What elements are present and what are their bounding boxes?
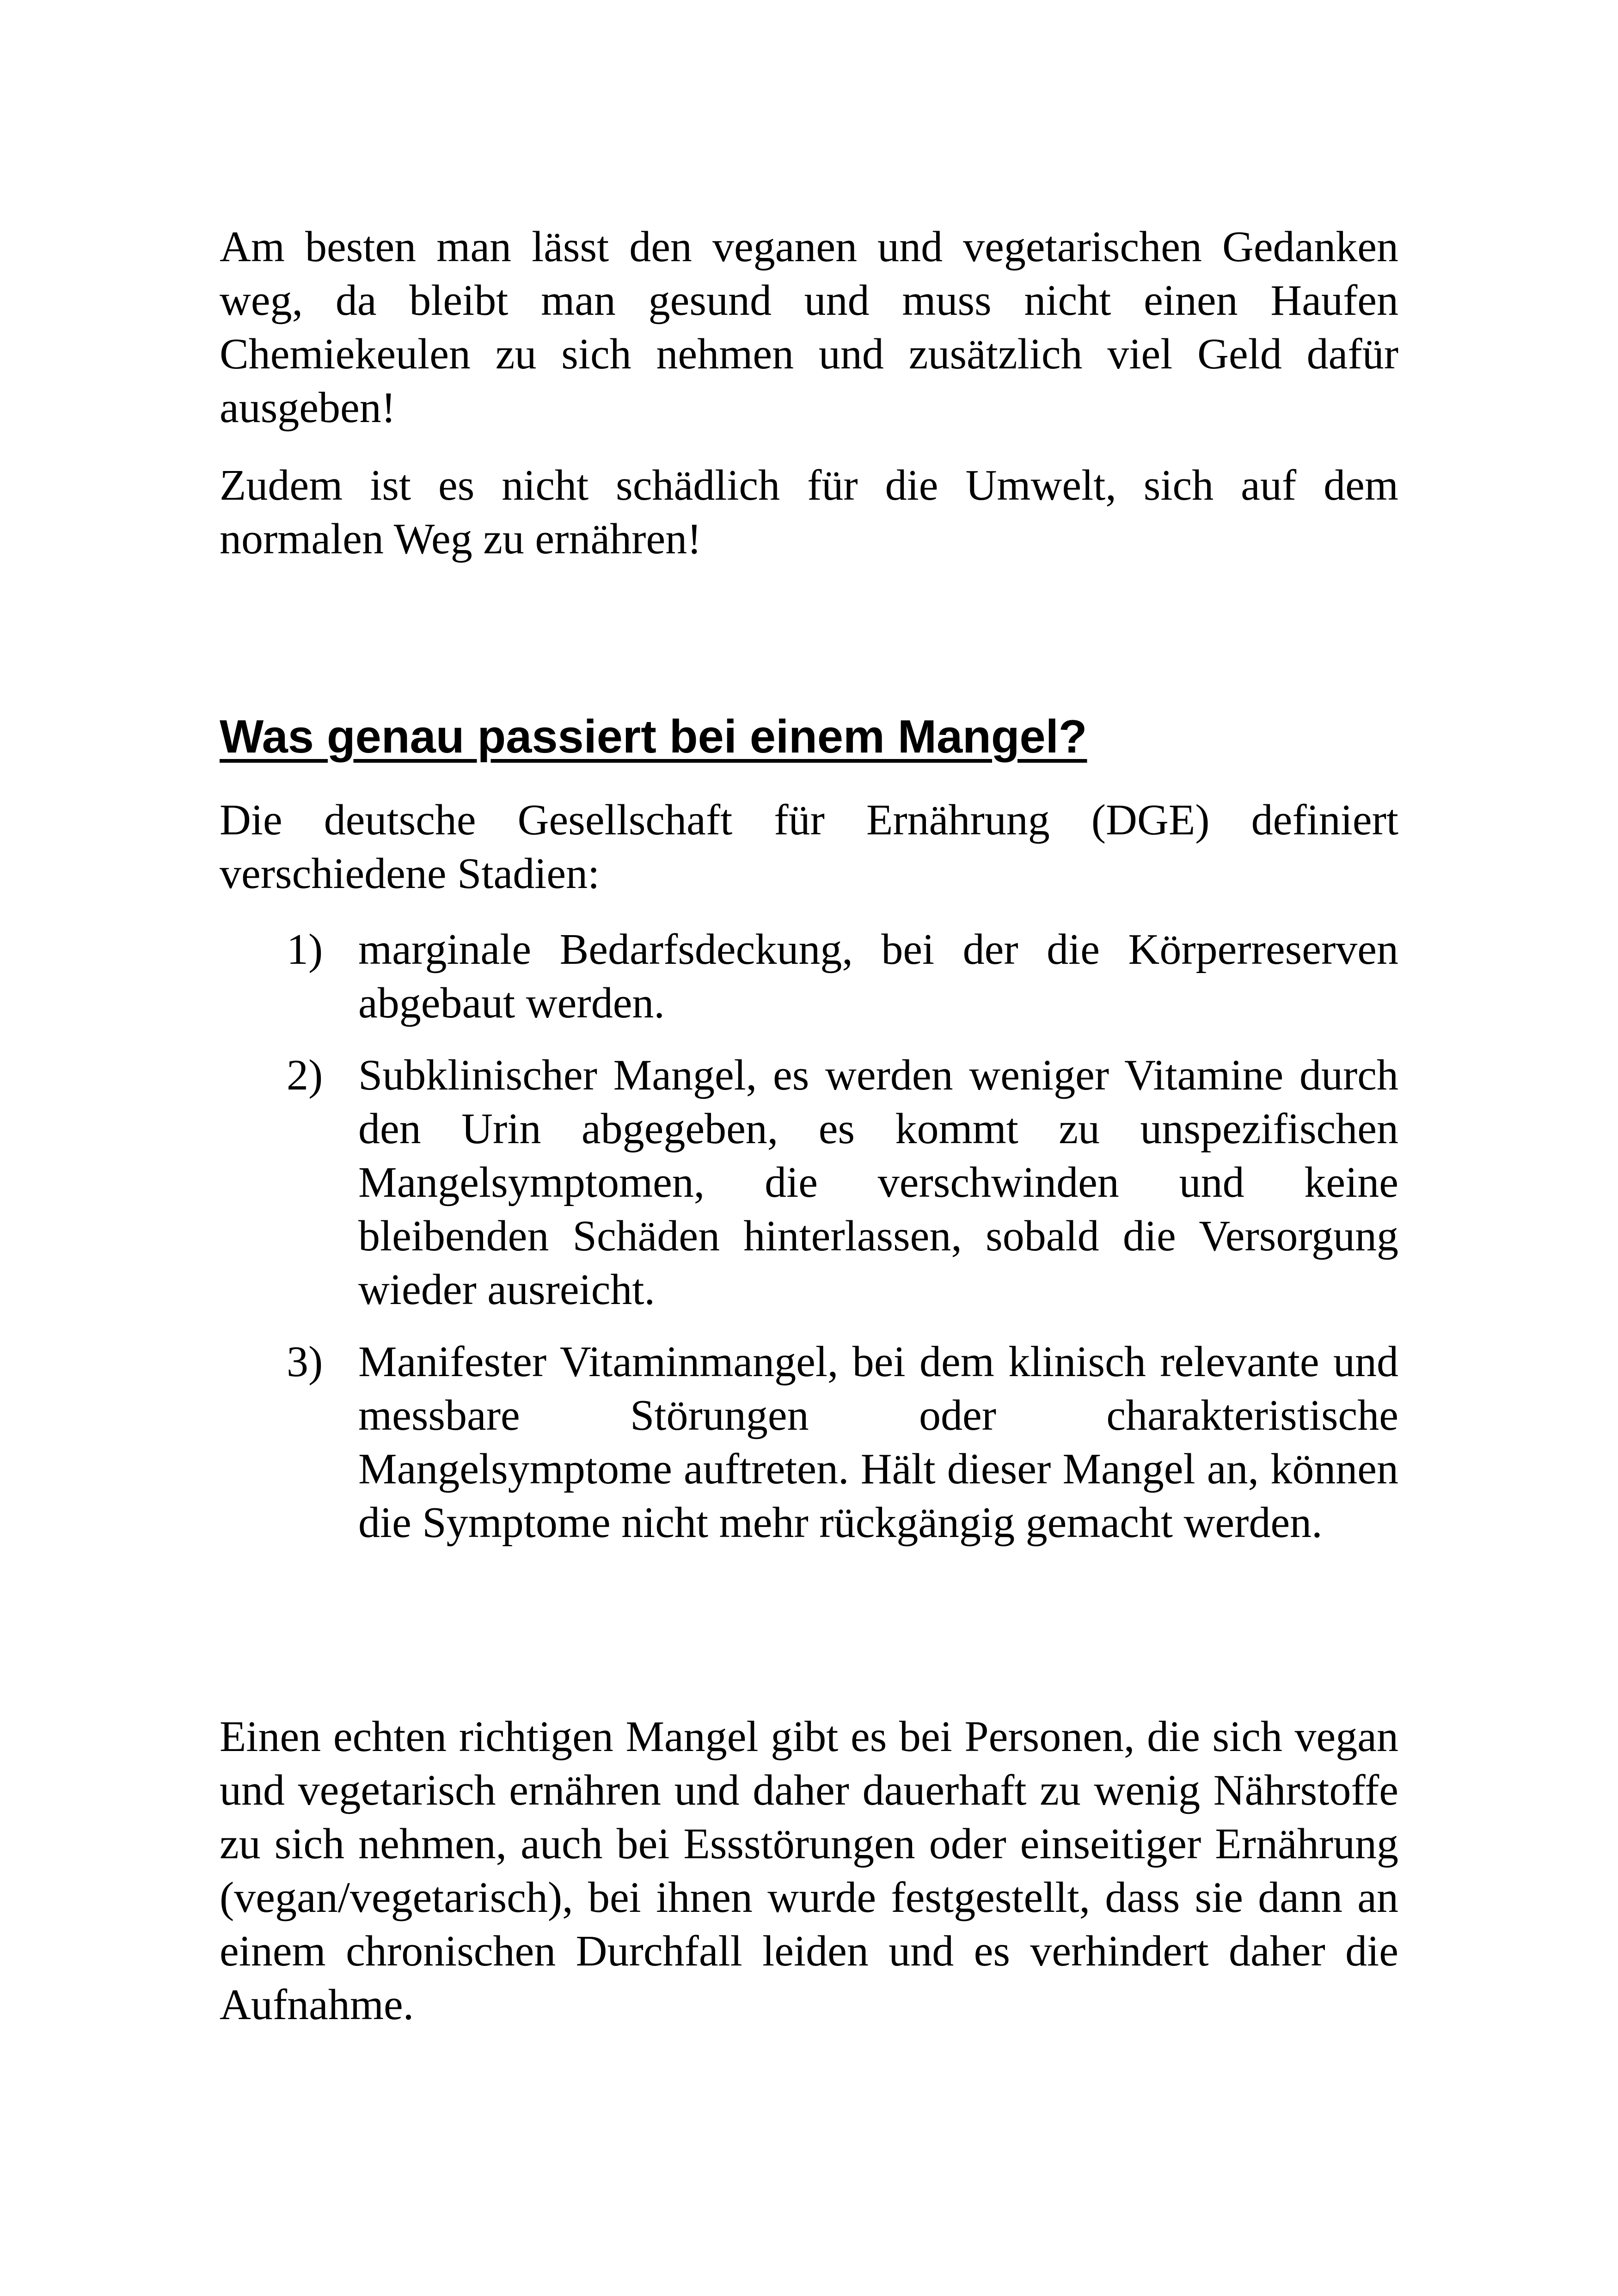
paragraph-intro: Die deutsche Gesellschaft für Ernährung (DGE) definiert verschiedene Stadien: [220,796,1398,898]
list-item-text: Manifester Vitaminmangel, bei dem klinisch relevante und messbare Störungen oder charakteristische Mangelsymptome auftreten. Hält dieser Mangel an, können die Symptome nicht mehr rückgängig gemacht werden. [358,1338,1398,1547]
list-number: 2) [287,1051,323,1099]
paragraph-conclusion: Am besten man lässt den veganen und vegetarischen Gedanken weg, da bleibt man gesund und muss nicht einen Haufen Chemiekeulen zu sich nehmen und zusätzlich viel Geld dafür ausgeben! [220,223,1398,432]
list-number: 3) [287,1338,323,1386]
list-number: 1) [287,925,323,974]
list-item-text: marginale Bedarfsdeckung, bei der die Körperreserven abgebaut werden. [358,925,1398,1027]
list-item-text: Subklinischer Mangel, es werden weniger Vitamine durch den Urin abgegeben, es kommt zu unspezifischen Mangelsymptomen, die verschwinden und keine bleibenden Schäden hinterlassen, sobald die Versorgung wieder ausreicht. [358,1051,1398,1314]
paragraph-deficiency: Einen echten richtigen Mangel gibt es bei Personen, die sich vegan und vegetarisch ernähren und daher dauerhaft zu wenig Nährstoffe zu sich nehmen, auch bei Essstörungen oder einseitiger Ernährung (vegan/vegetarisch), bei ihnen wurde festgestellt, dass sie dann an einem chronischen Durchfall leiden und es verhindert daher die Aufnahme. [220,1713,1398,2029]
paragraph-environment: Zudem ist es nicht schädlich für die Umwelt, sich auf dem normalen Weg zu ernähren! [220,461,1398,563]
stages-list [220,923,1398,1568]
list-item-stage-1 [220,923,1398,1030]
list-item-stage-2 [220,1048,1398,1316]
list-item-stage-3 [220,1335,1398,1549]
section-heading: Was genau passiert bei einem Mangel? [220,711,1087,763]
